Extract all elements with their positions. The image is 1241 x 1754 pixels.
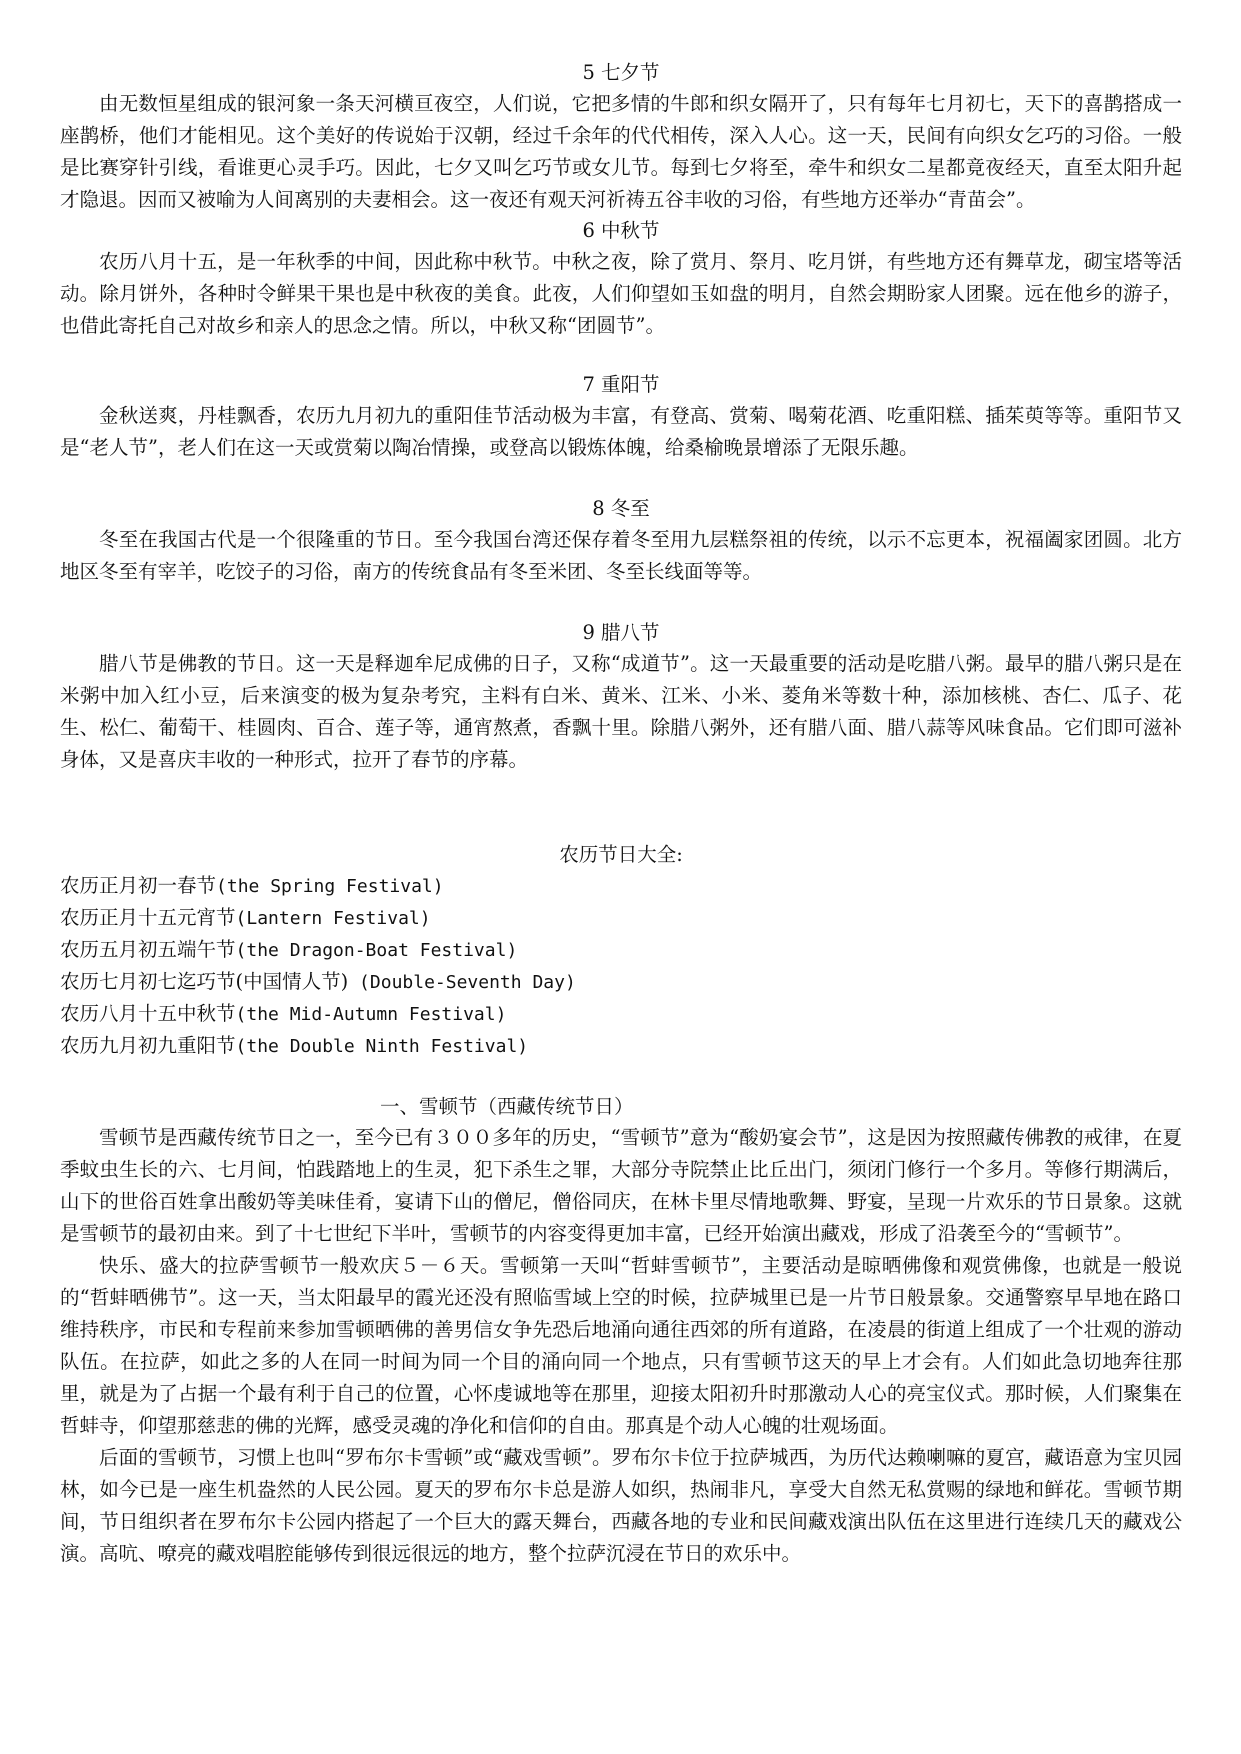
festival-en: (Double-Seventh Day) (348, 972, 576, 993)
festival-cn: 农历五月初五端午节 (60, 938, 236, 961)
festival-cn: 农历九月初九重阳节 (60, 1034, 236, 1057)
section-paragraph-qixi: 由无数恒星组成的银河象一条天河横亘夜空，人们说，它把多情的牛郎和织女隔开了，只有每年七月初七，天下的喜鹊搭成一座鹊桥，他们才能相见。这个美好的传说始于汉朝，经过千余年的代代相传，深入人心。这一天，民间有向织女乞巧的习俗。一般是比赛穿针引线，看谁更心灵手巧。因此，七夕又叫乞巧节或女儿节。每到七夕将至，牵牛和织女二星都竟夜经天，直至太阳升起才隐退。因而又被喻为人间离别的夫妻相会。这一夜还有观天河祈祷五谷丰收的习俗，有些地方还举办“青苗会”。 (60, 92, 1182, 211)
lunar-list-heading: 农历节日大全: (559, 843, 683, 866)
spacer (60, 776, 1182, 840)
section-paragraph-mid-autumn: 农历八月十五，是一年秋季的中间，因此称中秋节。中秋之夜，除了赏月、祭月、吃月饼，有些地方还有舞草龙，砌宝塔等活动。除月饼外，各种时令鲜果干果也是中秋夜的美食。此夜，人们仰望如玉如盘的明月，自然会期盼家人团聚。远在他乡的游子，也借此寄托自己对故乡和亲人的思念之情。所以，中秋又称“团圆节”。 (60, 250, 1182, 337)
festival-cn: 农历正月十五元宵节 (60, 906, 236, 929)
spacer (60, 342, 1182, 370)
document-page (60, 58, 1182, 1570)
list-item (60, 998, 1182, 1030)
lunar-festival-list (60, 870, 1182, 1062)
spacer (60, 1062, 1182, 1092)
spacer (60, 588, 1182, 618)
festival-cn: 农历八月十五中秋节 (60, 1002, 236, 1025)
festival-cn: 农历正月初一春节 (60, 874, 217, 897)
festival-en: (the Spring Festival) (216, 876, 444, 897)
spacer (60, 464, 1182, 494)
list-item (60, 1030, 1182, 1062)
list-item (60, 870, 1182, 902)
list-item (60, 902, 1182, 934)
festival-cn: 农历七月初七迄巧节(中国情人节) (60, 970, 349, 993)
section-heading-laba: 9 腊八节 (582, 621, 660, 644)
section-heading-mid-autumn: 6 中秋节 (582, 219, 660, 242)
tibet-paragraph: 后面的雪顿节，习惯上也叫“罗布尔卡雪顿”或“藏戏雪顿”。罗布尔卡位于拉萨城西，为历代达赖喇嘛的夏宫，藏语意为宝贝园林，如今已是一座生机盎然的人民公园。夏天的罗布尔卡总是游人如织，热闹非凡，享受大自然无私赏赐的绿地和鲜花。雪顿节期间，节日组织者在罗布尔卡公园内搭起了一个巨大的露天舞台，西藏各地的专业和民间藏戏演出队伍在这里进行连续几天的藏戏公演。高吭、嘹亮的藏戏唱腔能够传到很远很远的地方，整个拉萨沉浸在节日的欢乐中。 (60, 1446, 1182, 1565)
festival-en: (the Dragon-Boat Festival) (235, 940, 518, 961)
section-paragraph-double-ninth: 金秋送爽，丹桂飘香，农历九月初九的重阳佳节活动极为丰富，有登高、赏菊、喝菊花酒、吃重阳糕、插茱萸等等。重阳节又是“老人节”，老人们在这一天或赏菊以陶冶情操，或登高以锻炼体魄，给桑榆晚景增添了无限乐趣。 (60, 404, 1182, 459)
festival-en: (Lantern Festival) (235, 908, 431, 929)
tibet-heading: 一、雪顿节（西藏传统节日） (380, 1095, 634, 1118)
section-heading-winter-solstice: 8 冬至 (592, 497, 650, 520)
section-paragraph-laba: 腊八节是佛教的节日。这一天是释迦牟尼成佛的日子，又称“成道节”。这一天最重要的活动是吃腊八粥。最早的腊八粥只是在米粥中加入红小豆，后来演变的极为复杂考究，主料有白米、黄米、江米、小米、菱角米等数十种，添加核桃、杏仁、瓜子、花生、松仁、葡萄干、桂圆肉、百合、莲子等，通宵熬煮，香飘十里。除腊八粥外，还有腊八面、腊八蒜等风味食品。它们即可滋补身体，又是喜庆丰收的一种形式，拉开了春节的序幕。 (60, 652, 1182, 771)
festival-en: (the Mid-Autumn Festival) (235, 1004, 507, 1025)
section-paragraph-winter-solstice: 冬至在我国古代是一个很隆重的节日。至今我国台湾还保存着冬至用九层糕祭祖的传统，以示不忘更本，祝福阖家团圆。北方地区冬至有宰羊，吃饺子的习俗，南方的传统食品有冬至米团、冬至长线面等等。 (60, 528, 1182, 583)
list-item (60, 966, 1182, 998)
section-heading-qixi: 5 七夕节 (582, 61, 660, 84)
section-heading-double-ninth: 7 重阳节 (582, 373, 660, 396)
tibet-paragraph: 快乐、盛大的拉萨雪顿节一般欢庆５－６天。雪顿第一天叫“哲蚌雪顿节”，主要活动是晾晒佛像和观赏佛像，也就是一般说的“哲蚌晒佛节”。这一天，当太阳最早的霞光还没有照临雪域上空的时候，拉萨城里已是一片节日般景象。交通警察早早地在路口维持秩序，市民和专程前来参加雪顿晒佛的善男信女争先恐后地涌向通往西郊的所有道路，在凌晨的街道上组成了一个壮观的游动队伍。在拉萨，如此之多的人在同一时间为同一个目的涌向同一个地点，只有雪顿节这天的早上才会有。人们如此急切地奔往那里，就是为了占据一个最有利于自己的位置，心怀虔诚地等在那里，迎接太阳初升时那激动人心的亮宝仪式。那时候，人们聚集在哲蚌寺，仰望那慈悲的佛的光辉，感受灵魂的净化和信仰的自由。那真是个动人心魄的壮观场面。 (60, 1254, 1182, 1437)
list-item (60, 934, 1182, 966)
tibet-paragraph: 雪顿节是西藏传统节日之一，至今已有３００多年的历史，“雪顿节”意为“酸奶宴会节”，这是因为按照藏传佛教的戒律，在夏季蚊虫生长的六、七月间，怕践踏地上的生灵，犯下杀生之罪，大部分寺院禁止比丘出门，须闭门修行一个多月。等修行期满后，山下的世俗百姓拿出酸奶等美味佳肴，宴请下山的僧尼，僧俗同庆，在林卡里尽情地歌舞、野宴，呈现一片欢乐的节日景象。这就是雪顿节的最初由来。到了十七世纪下半叶，雪顿节的内容变得更加丰富，已经开始演出藏戏，形成了沿袭至今的“雪顿节”。 (60, 1126, 1182, 1245)
festival-en: (the Double Ninth Festival) (235, 1036, 529, 1057)
